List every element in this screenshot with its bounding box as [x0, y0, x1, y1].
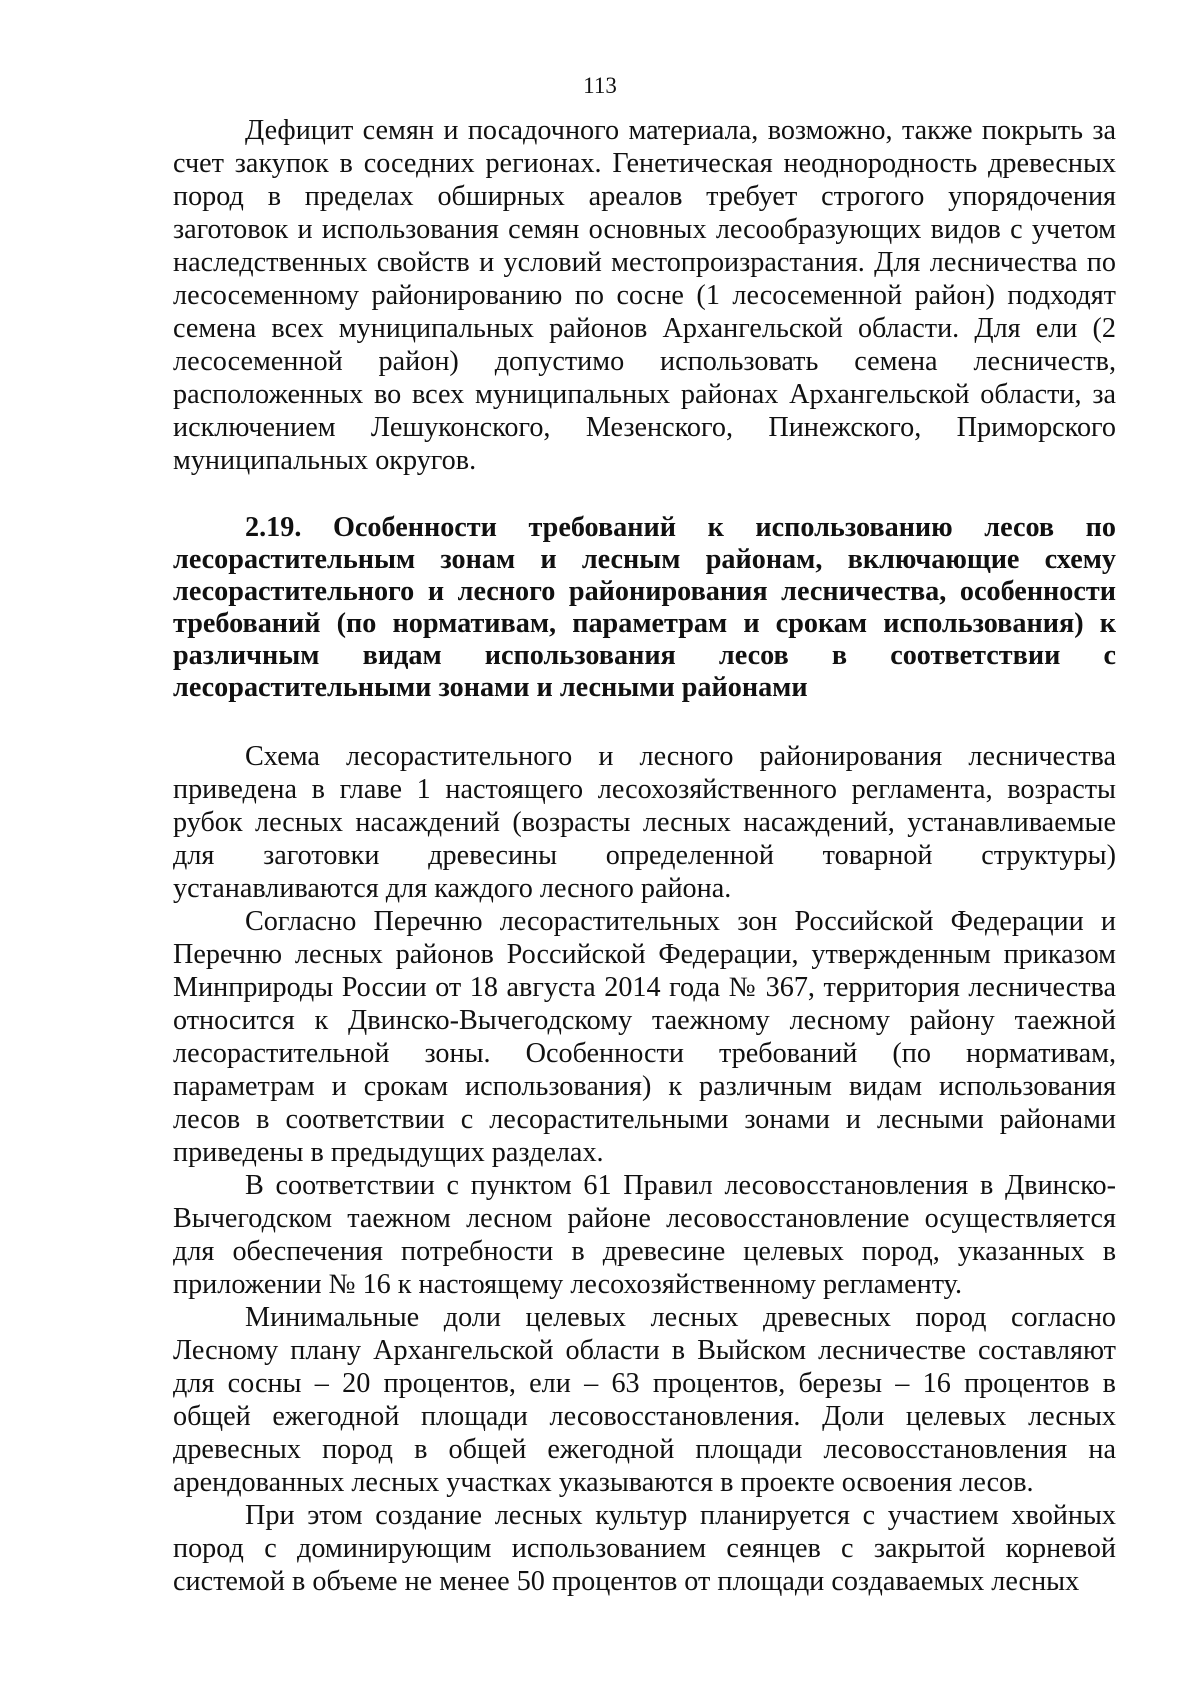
intro-paragraph: Дефицит семян и посадочного материала, возможно, также покрыть за счет закупок в соседних регионах. Генетическая неоднородность древесных пород в пределах обширных ареалов требует строгого упорядочения заготовок и использования семян основных лесообразующих видов с учетом наследственных свойств и условий местопроизрастания. Для лесничества по лесосеменному районированию по сосне (1 лесосеменной район) подходят семена всех муниципальных районов Архангельской области. Для ели (2 лесосеменной район) допустимо использовать семена лесничеств, расположенных во всех муниципальных районах Архангельской области, за исключением Лешуконского, Мезенского, Пинежского, Приморского муниципальных округов. [173, 115, 1116, 476]
body-paragraph-2: Согласно Перечню лесорастительных зон Российской Федерации и Перечню лесных районов Российской Федерации, утвержденным приказом Минприроды России от 18 августа 2014 года № 367, территория лесничества относится к Двинско-Вычегодскому таежному лесному району таежной лесорастительной зоны. Особенности требований (по нормативам, параметрам и срокам использования) к различным видам использования лесов в соответствии с лесорастительными зонами и лесными районами приведены в предыдущих разделах. [173, 906, 1116, 1168]
body-paragraph-3: В соответствии с пунктом 61 Правил лесовосстановления в Двинско-Вычегодском таежном лесном районе лесовосстановление осуществляется для обеспечения потребности в древесине целевых пород, указанных в приложении № 16 к настоящему лесохозяйственному регламенту. [173, 1170, 1116, 1300]
section-body [173, 740, 1116, 1598]
section-heading-block [173, 512, 1116, 704]
body-paragraph-4: Минимальные доли целевых лесных древесных пород согласно Лесному плану Архангельской области в Выйском лесничестве составляют для сосны – 20 процентов, ели – 63 процентов, березы – 16 процентов в общей ежегодной площади лесовосстановления. Доли целевых лесных древесных пород в общей ежегодной площади лесовосстановления на арендованных лесных участках указываются в проекте освоения лесов. [173, 1302, 1116, 1498]
body-paragraph-5: При этом создание лесных культур планируется с участием хвойных пород с доминирующим использованием сеянцев с закрытой корневой системой в объеме не менее 50 процентов от площади создаваемых лесных [173, 1500, 1116, 1597]
body-paragraph-1: Схема лесорастительного и лесного районирования лесничества приведена в главе 1 настоящего лесохозяйственного регламента, возрасты рубок лесных насаждений (возрасты лесных насаждений, устанавливаемые для заготовки древесины определенной товарной структуры) устанавливаются для каждого лесного района. [173, 741, 1116, 904]
section-heading: 2.19. Особенности требований к использованию лесов по лесорастительным зонам и лесным районам, включающие схему лесорастительного и лесного районирования лесничества, особенности требований (по нормативам, параметрам и срокам использования) к различным видам использования лесов в соответствии с лесорастительными зонами и лесными районами [173, 512, 1116, 703]
intro-block [173, 114, 1116, 477]
page-number: 113 [583, 73, 617, 98]
